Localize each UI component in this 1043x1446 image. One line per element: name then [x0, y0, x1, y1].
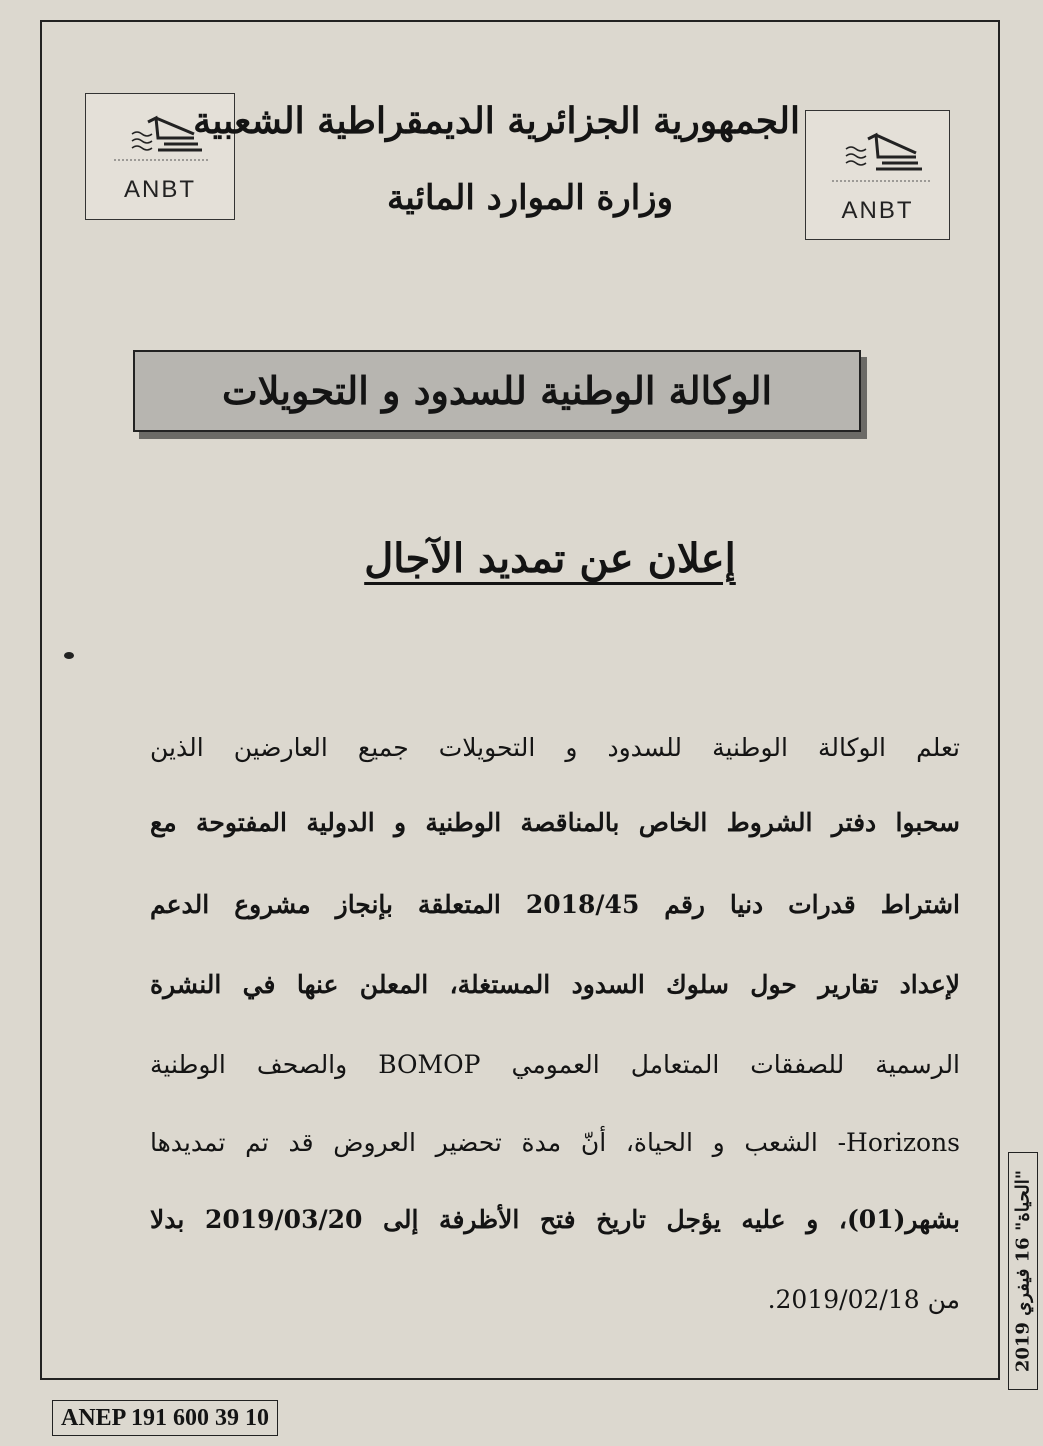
ink-smudge	[64, 652, 74, 659]
logo-text: ANBT	[841, 197, 914, 224]
dam-icon	[806, 111, 951, 201]
republic-heading: الجمهورية الجزائرية الديمقراطية الشعبية	[193, 100, 800, 142]
body-line-7: بشهر(01)، و عليه يؤجل تاريخ فتح الأظرفة إلى 2019/03/20 بدلا	[150, 1205, 960, 1234]
body-line-2: سحبوا دفتر الشروط الخاص بالمناقصة الوطنية و الدولية المفتوحة مع	[150, 808, 960, 837]
body-line-5: الرسمية للصفقات المتعامل العمومي BOMOP والصحف الوطنية	[150, 1050, 961, 1079]
body-line-8: من 2019/02/18.	[767, 1285, 960, 1314]
body-line-6: Horizons- الشعب و الحياة، أنّ مدة تحضير العروض قد تم تمديدها	[150, 1128, 960, 1157]
publication-date-label	[1008, 1152, 1038, 1390]
notice-title: إعلان عن تمديد الآجال	[364, 535, 736, 582]
agency-banner: الوكالة الوطنية للسدود و التحويلات	[133, 350, 861, 432]
anep-reference: ANEP 191 600 39 10	[52, 1400, 278, 1436]
body-line-1: تعلم الوكالة الوطنية للسدود و التحويلات جميع العارضين الذين	[150, 733, 960, 762]
body-line-4: لإعداد تقارير حول سلوك السدود المستغلة، المعلن عنها في النشرة	[150, 970, 960, 999]
body-line-3: اشتراط قدرات دنيا رقم 2018/45 المتعلقة بإنجاز مشروع الدعم	[150, 890, 961, 919]
anbt-logo-right	[805, 110, 950, 240]
ministry-heading: وزارة الموارد المائية	[387, 178, 673, 218]
logo-text: ANBT	[123, 176, 196, 203]
publication-date-text: "الحياة" 16 فيفري 2019	[1012, 1169, 1034, 1373]
